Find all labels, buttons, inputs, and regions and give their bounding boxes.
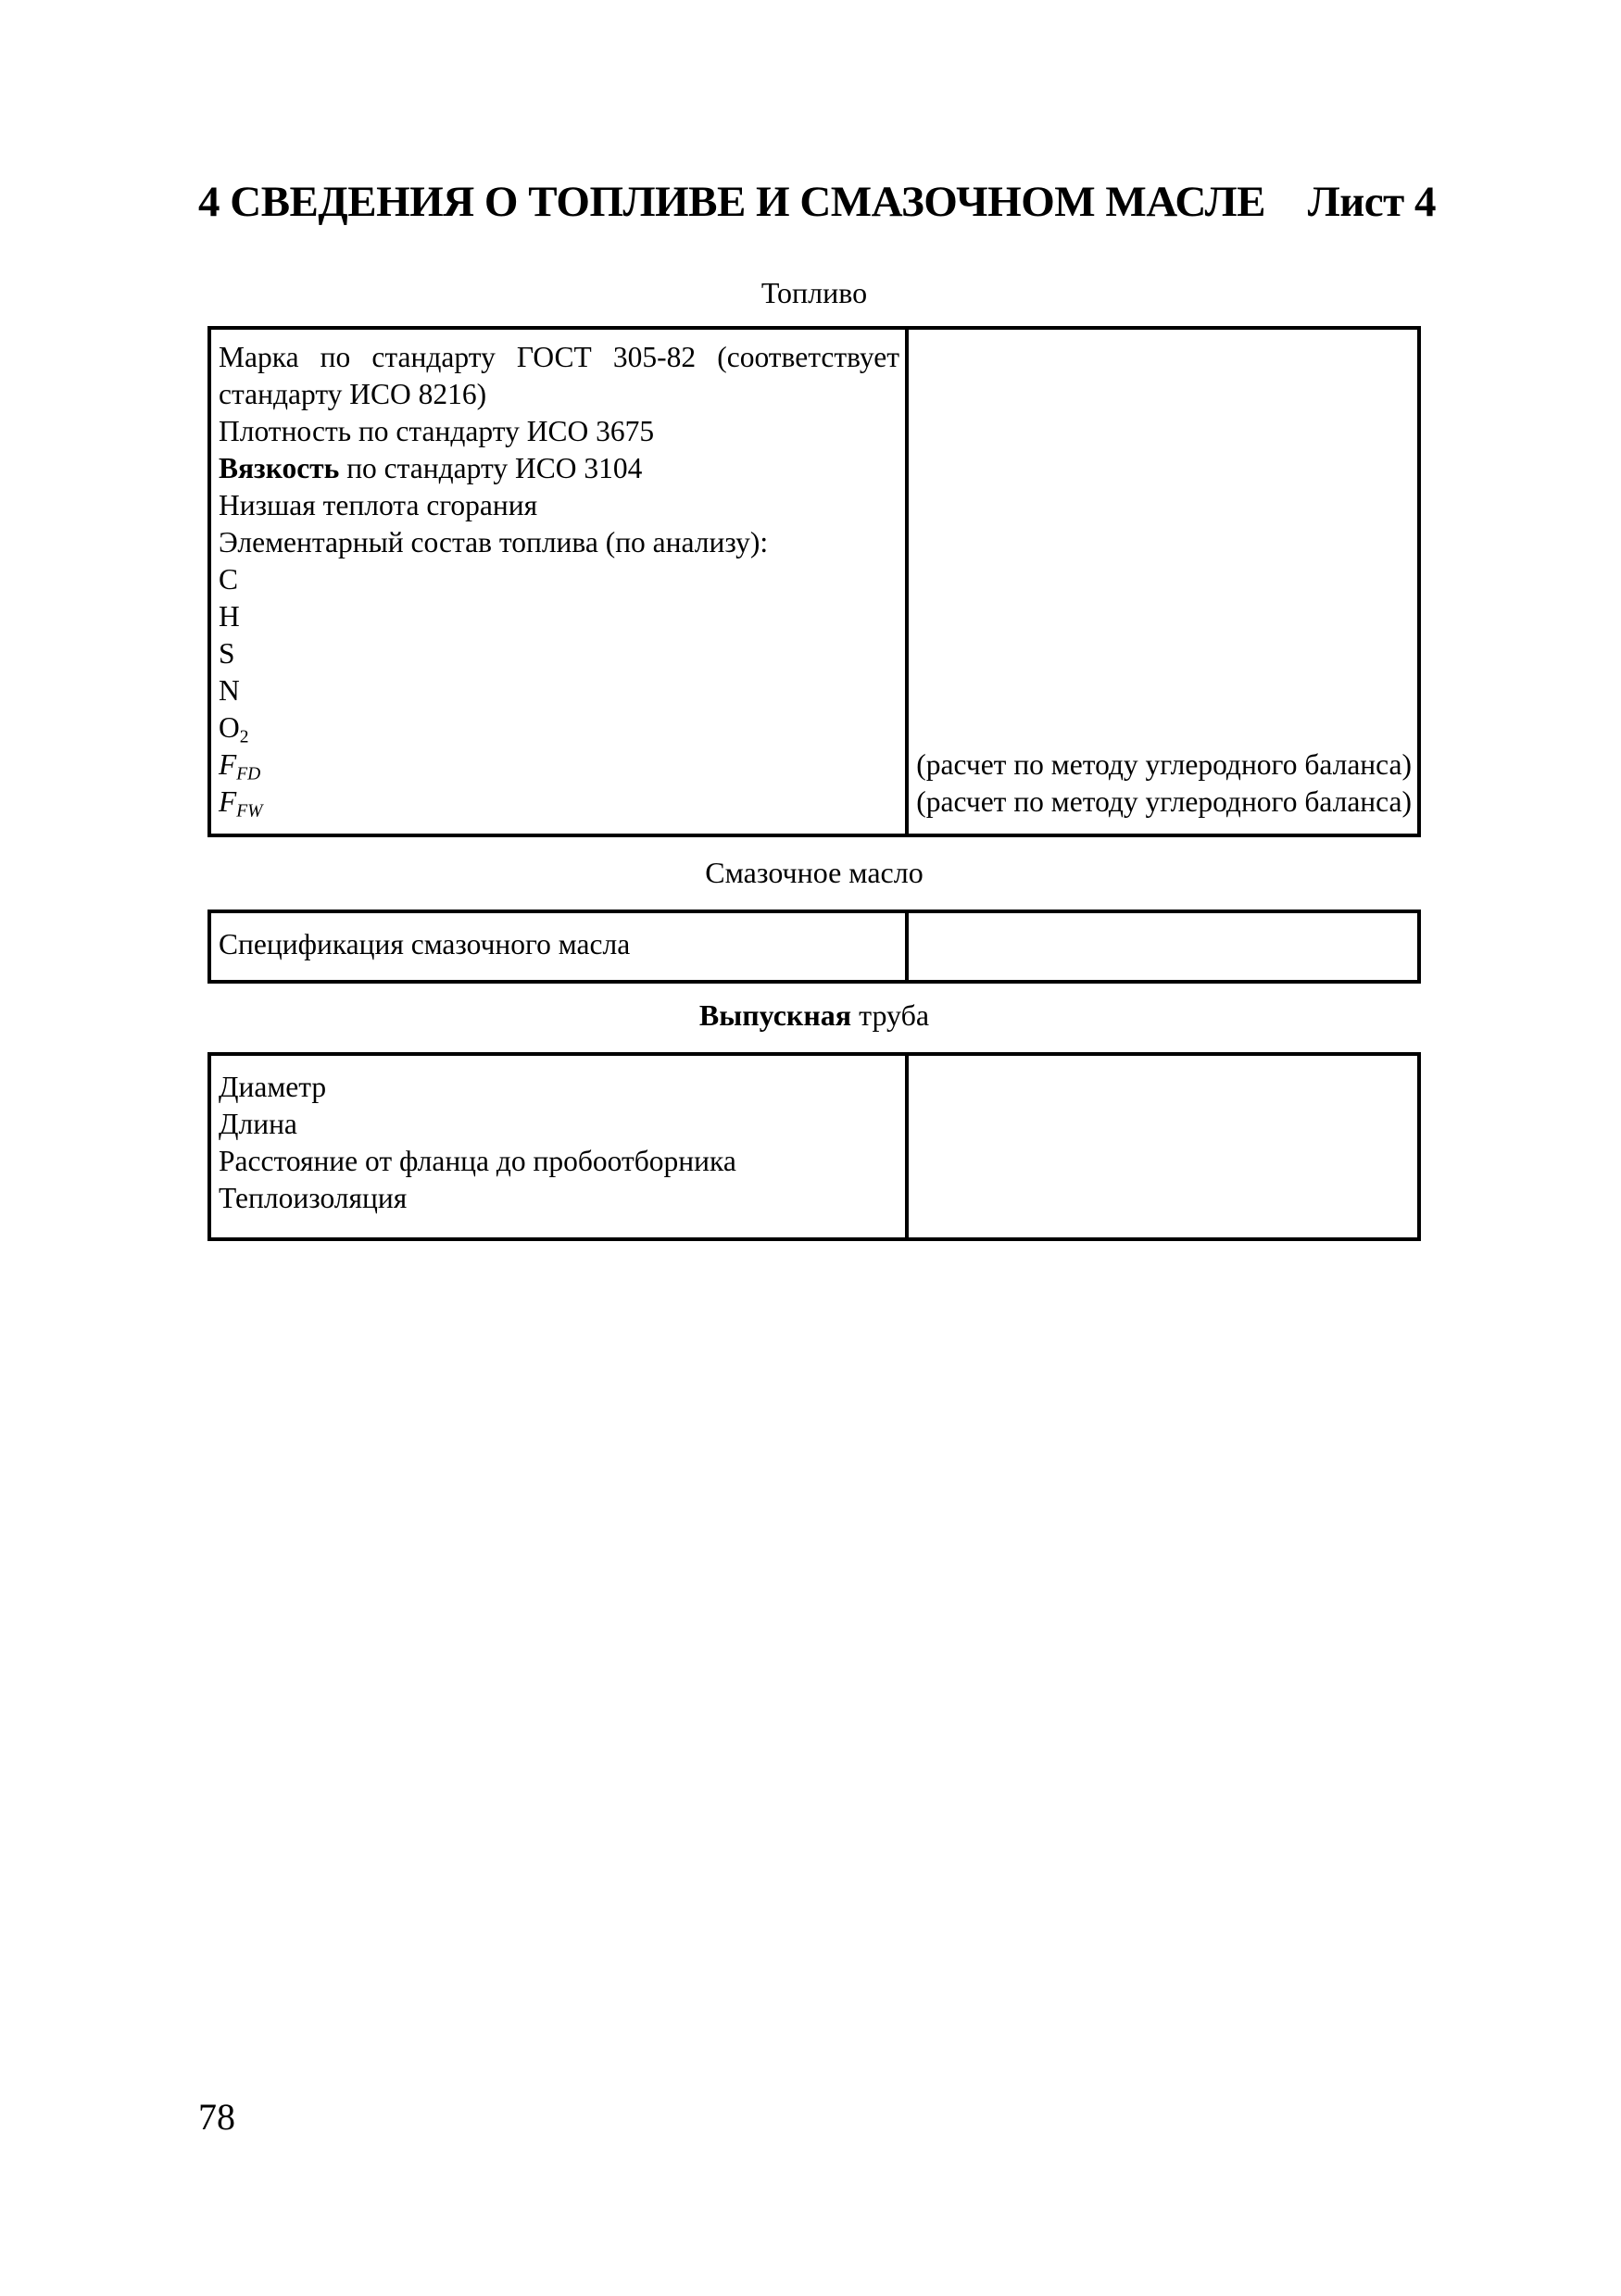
blank-line <box>916 635 1412 672</box>
oil-table <box>207 910 1421 984</box>
oil-values-cell <box>907 911 1419 982</box>
fuel-composition-label: Элементарный состав топлива (по анализу): <box>219 526 769 558</box>
diameter-label: Диаметр <box>219 1071 327 1103</box>
fuel-grade-label-line1: Марка по стандарту ГОСТ 305-82 (соответствует <box>219 341 899 373</box>
exhaust-labels-cell <box>209 1054 907 1239</box>
exhaust-heading-bold: Выпускная <box>698 998 852 1032</box>
ffw-label-sub: FW <box>236 801 263 822</box>
distance-label: Расстояние от фланца до пробоотборника <box>219 1145 736 1177</box>
ffd-label-base: F <box>219 748 237 781</box>
oxygen-label <box>219 709 899 747</box>
fuel-table-row <box>209 328 1419 835</box>
oxygen-label-base: O <box>219 711 240 744</box>
fuel-viscosity-label-rest: по стандарту ИСО 3104 <box>339 452 643 484</box>
carbon-label: C <box>219 563 239 596</box>
fuel-heat-label: Низшая теплота сгорания <box>219 489 538 521</box>
blank-line <box>916 598 1412 635</box>
blank-line <box>916 524 1412 561</box>
blank-line <box>916 339 1412 376</box>
ffw-note: (расчет по методу углеродного баланса) <box>916 785 1412 818</box>
blank-line <box>916 413 1412 450</box>
oil-labels-cell <box>209 911 907 982</box>
page-title <box>198 174 1436 230</box>
oxygen-label-sub: 2 <box>239 727 249 747</box>
exhaust-table-row <box>209 1054 1419 1239</box>
section-title: 4 СВЕДЕНИЯ О ТОПЛИВЕ И СМАЗОЧНОМ МАСЛЕ <box>198 178 1265 226</box>
exhaust-heading <box>207 997 1421 1034</box>
exhaust-heading-rest: труба <box>851 998 930 1032</box>
ffw-label <box>219 784 899 821</box>
exhaust-table <box>207 1052 1421 1241</box>
fuel-table <box>207 326 1421 837</box>
nitrogen-label: N <box>219 674 240 707</box>
fuel-labels-cell <box>209 328 907 835</box>
oil-table-row <box>209 911 1419 982</box>
blank-line <box>916 487 1412 524</box>
sulfur-label: S <box>219 637 235 670</box>
oil-heading: Смазочное масло <box>705 856 924 889</box>
blank-line <box>916 561 1412 598</box>
fuel-grade-label-line2: стандарту ИСО 8216) <box>219 378 487 410</box>
length-label: Длина <box>219 1108 297 1140</box>
insulation-label: Теплоизоляция <box>219 1182 408 1214</box>
exhaust-values-cell <box>907 1054 1419 1239</box>
ffd-note: (расчет по методу углеродного баланса) <box>916 748 1412 781</box>
blank-line <box>916 709 1412 747</box>
hydrogen-label: H <box>219 600 240 633</box>
oil-spec-label: Спецификация смазочного масла <box>219 928 631 960</box>
ffd-label <box>219 747 899 784</box>
fuel-density-label: Плотность по стандарту ИСО 3675 <box>219 415 655 447</box>
sheet-label: Лист 4 <box>1307 178 1436 226</box>
blank-line <box>916 450 1412 487</box>
ffd-label-sub: FD <box>236 764 261 784</box>
fuel-heading: Топливо <box>760 276 868 309</box>
fuel-values-cell <box>907 328 1419 835</box>
blank-line <box>916 376 1412 413</box>
ffw-label-base: F <box>219 785 237 818</box>
fuel-viscosity-label-bold: Вязкость <box>219 452 340 484</box>
blank-line <box>916 672 1412 709</box>
fuel-viscosity-label <box>219 450 899 487</box>
page-number: 78 <box>198 2096 235 2138</box>
